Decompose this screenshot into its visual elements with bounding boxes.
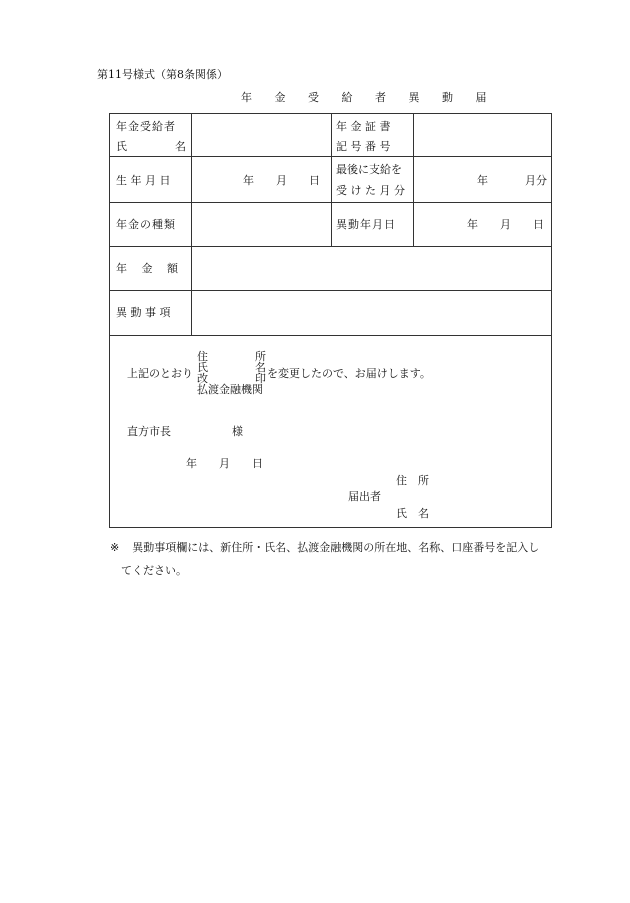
column-divider — [191, 113, 192, 335]
certificate-label: 年 金 証 書 — [336, 120, 391, 133]
pensioner-name-field[interactable] — [193, 115, 329, 155]
column-divider — [413, 113, 414, 246]
pensioner-name-label-mei: 名 — [175, 140, 186, 153]
last-payment-year[interactable]: 年 — [477, 174, 488, 187]
change-items-field[interactable] — [193, 292, 550, 333]
pension-amount-label: 年 金 額 — [116, 262, 178, 275]
pensioner-name-label-shi: 氏 — [116, 140, 127, 153]
stack-kai: 改 — [197, 372, 208, 385]
pension-type-field[interactable] — [193, 204, 329, 244]
pension-amount-field[interactable] — [193, 248, 550, 288]
last-payment-label-2: 受 け た 月 分 — [336, 184, 405, 197]
certificate-number-label: 記 号 番 号 — [336, 140, 391, 153]
stack-bank: 払渡金融機関 — [197, 383, 263, 396]
notifier-label: 届出者 — [348, 490, 381, 503]
birthdate-value[interactable]: 年 月 日 — [243, 174, 320, 187]
addressee: 直方市長 — [127, 425, 171, 438]
declaration-suffix: を変更したので、お届けします。 — [267, 367, 431, 380]
row-divider — [109, 335, 552, 336]
pension-type-label: 年金の種類 — [116, 218, 176, 231]
row-divider — [109, 246, 552, 247]
notifier-address-label: 住 所 — [396, 474, 429, 487]
change-date-value[interactable]: 年 月 日 — [467, 218, 544, 231]
stack-jyu: 住 — [197, 350, 208, 363]
certificate-number-field[interactable] — [415, 115, 550, 155]
submission-date[interactable]: 年 月 日 — [186, 457, 263, 470]
stack-shi: 氏 — [197, 361, 208, 374]
stack-sho: 所 — [255, 350, 266, 363]
note-text-1: 異動事項欄には、新住所・氏名、払渡金融機関の所在地、名称、口座番号を記入し — [132, 541, 540, 554]
stack-mei: 名 — [255, 361, 266, 374]
pensioner-name-label: 年金受給者 — [116, 120, 176, 133]
stack-in: 印 — [255, 372, 266, 385]
notifier-name-label: 氏 名 — [396, 507, 429, 520]
declaration-prefix: 上記のとおり — [127, 367, 193, 380]
note-line-2: てください。 — [121, 564, 187, 577]
column-divider — [331, 113, 332, 246]
change-date-label: 異動年月日 — [336, 218, 396, 231]
last-payment-month[interactable]: 月分 — [525, 174, 547, 187]
form-title: 年 金 受 給 者 異 動 届 — [241, 91, 496, 104]
birthdate-label: 生 年 月 日 — [116, 174, 171, 187]
last-payment-label: 最後に支給を — [336, 163, 402, 176]
honorific: 様 — [232, 425, 243, 438]
row-divider — [109, 290, 552, 291]
note-mark: ※ — [110, 541, 120, 554]
note-line-1 — [110, 542, 539, 553]
change-items-label: 異 動 事 項 — [116, 306, 171, 319]
form-number: 第11号様式（第8条関係） — [97, 68, 228, 81]
